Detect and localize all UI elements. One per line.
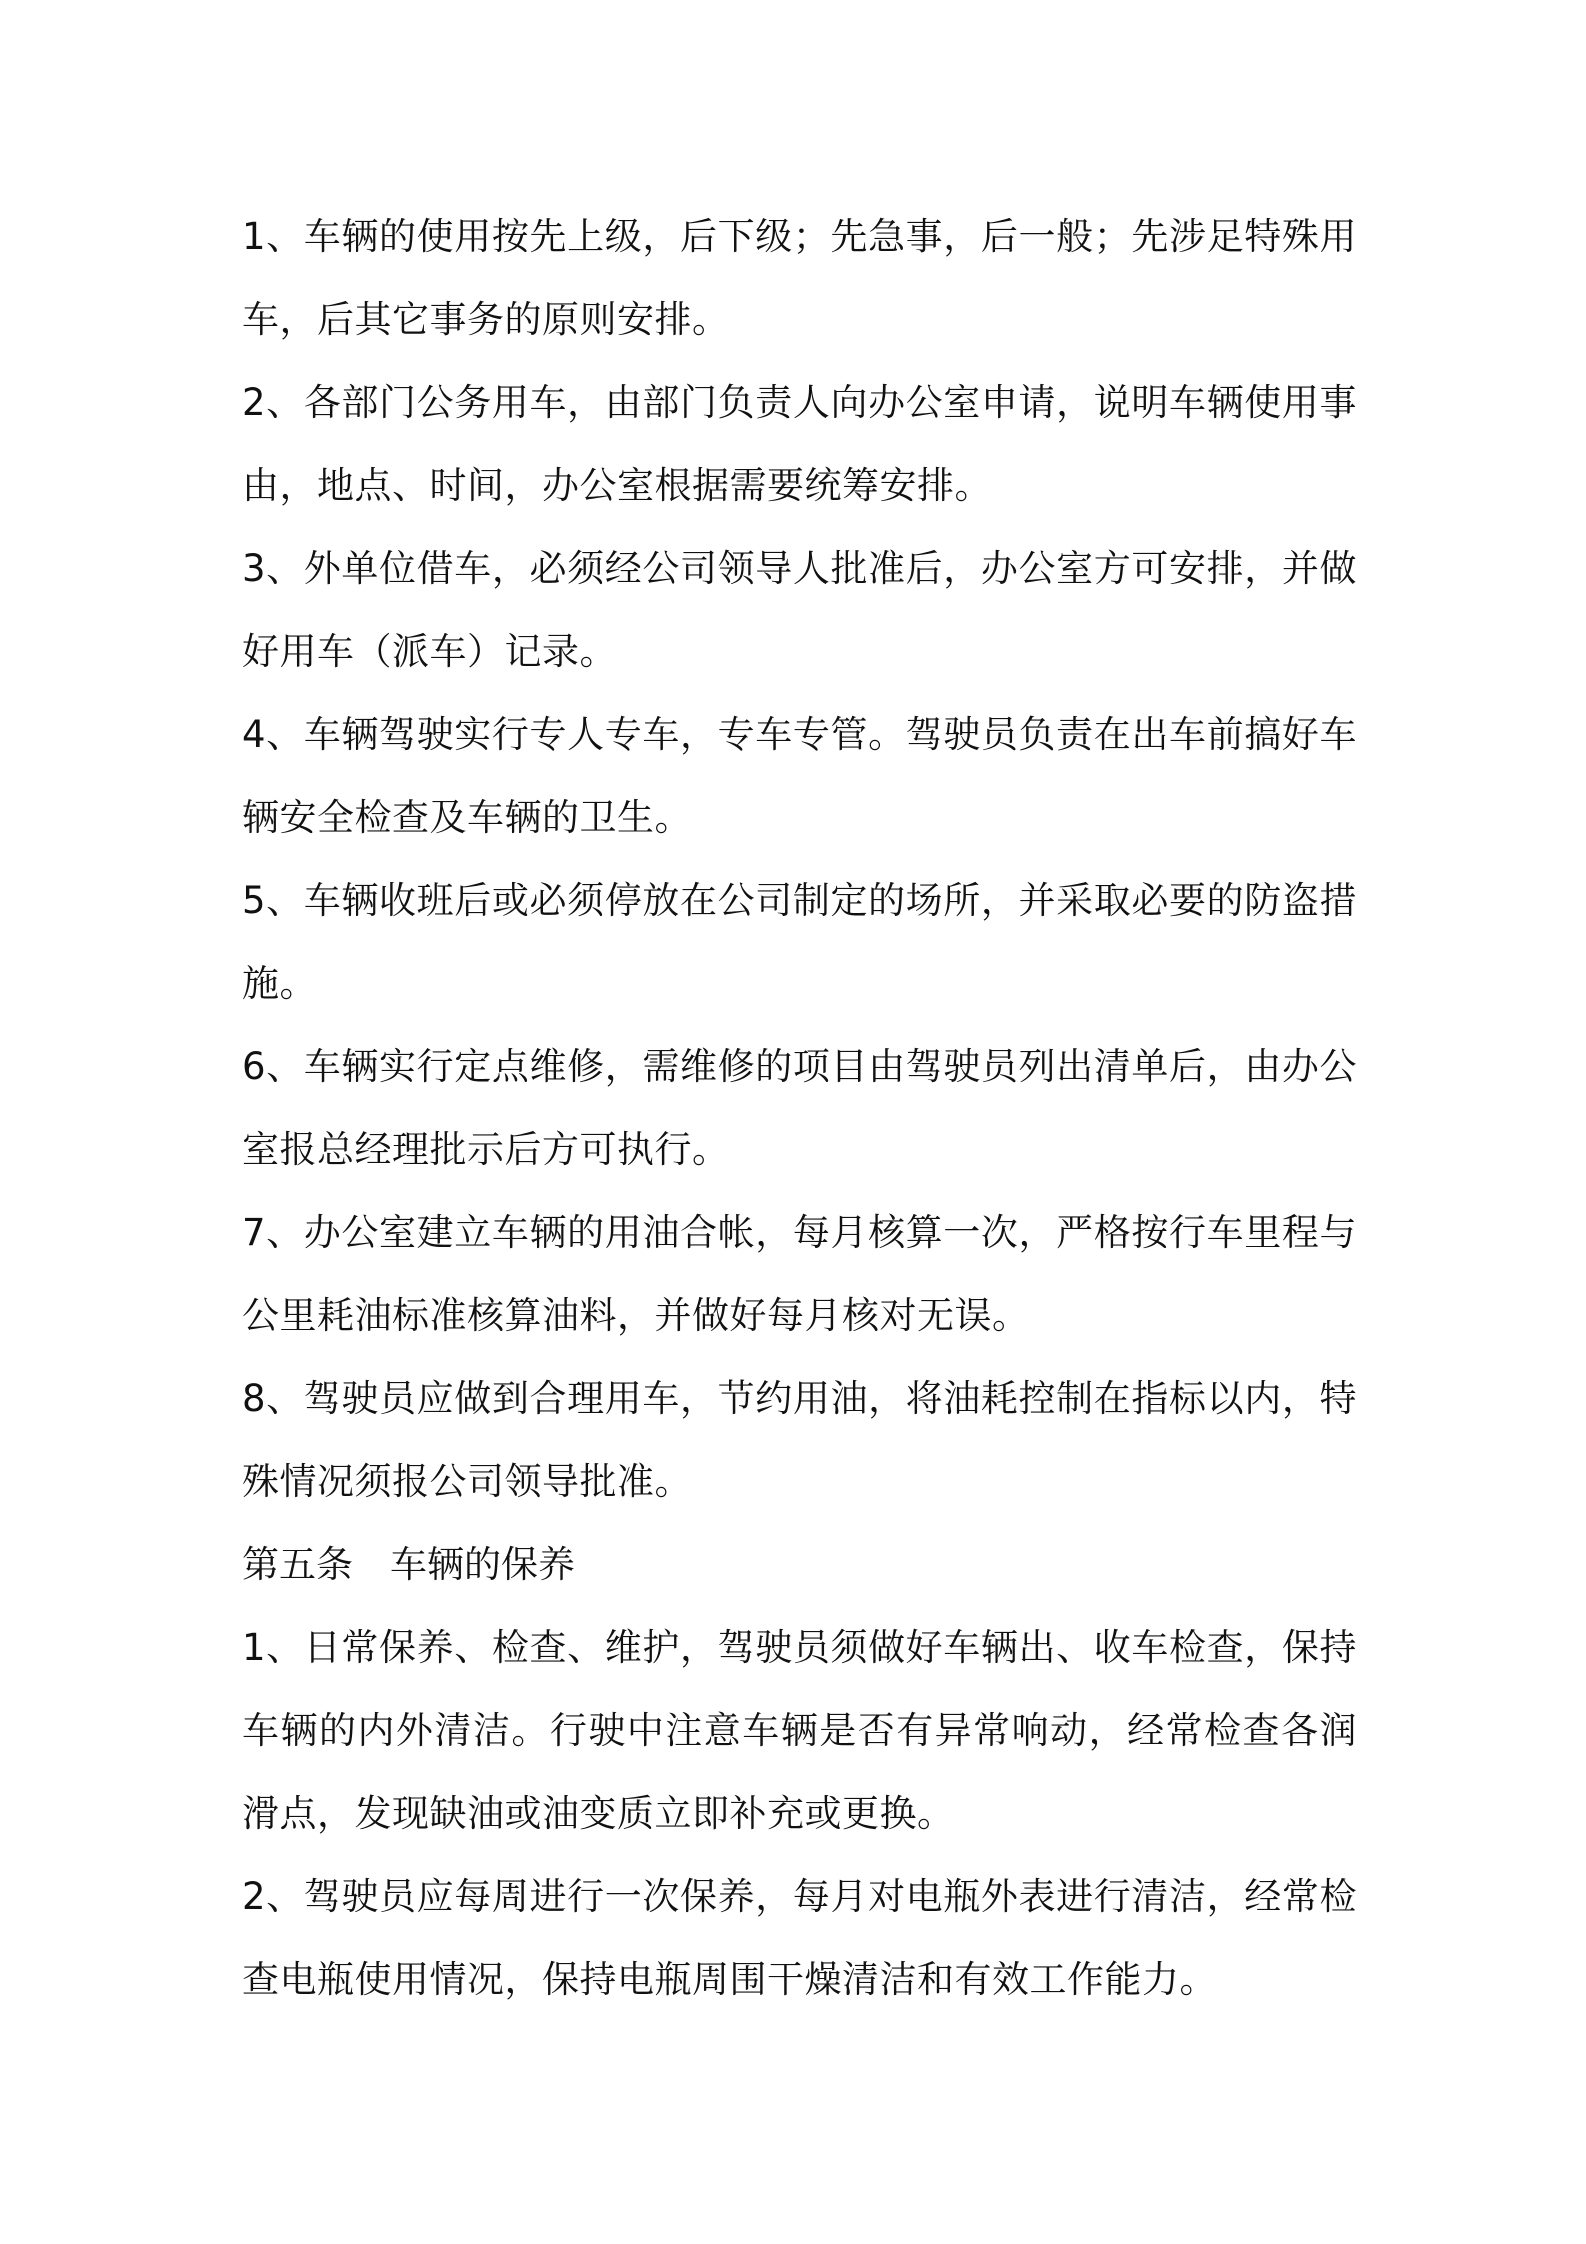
paragraph-rule-4: 4、车辆驾驶实行专人专车，专车专管。驾驶员负责在出车前搞好车辆安全检查及车辆的卫生。: [242, 713, 1357, 839]
paragraph-rule-6: 6、车辆实行定点维修，需维修的项目由驾驶员列出清单后，由办公室报总经理批示后方可执行。: [242, 1045, 1357, 1171]
paragraph-maintenance-2: 2、驾驶员应每周进行一次保养，每月对电瓶外表进行清洁，经常检查电瓶使用情况，保持电瓶周围干燥清洁和有效工作能力。: [242, 1875, 1357, 2001]
paragraph-rule-8: 8、驾驶员应做到合理用车，节约用油，将油耗控制在指标以内，特殊情况须报公司领导批准。: [242, 1377, 1357, 1503]
paragraph-rule-3: 3、外单位借车，必须经公司领导人批准后，办公室方可安排，并做好用车（派车）记录。: [242, 547, 1357, 673]
paragraph-rule-7: 7、办公室建立车辆的用油合帐，每月核算一次，严格按行车里程与公里耗油标准核算油料，并做好每月核对无误。: [242, 1211, 1357, 1337]
paragraph-rule-1: 1、车辆的使用按先上级，后下级；先急事，后一般；先涉足特殊用车，后其它事务的原则安排。: [242, 215, 1357, 341]
paragraph-maintenance-1: 1、日常保养、检查、维护，驾驶员须做好车辆出、收车检查，保持车辆的内外清洁。行驶中注意车辆是否有异常响动，经常检查各润滑点，发现缺油或油变质立即补充或更换。: [242, 1626, 1357, 1835]
paragraph-rule-5: 5、车辆收班后或必须停放在公司制定的场所，并采取必要的防盗措施。: [242, 879, 1357, 1005]
document-body: [242, 195, 1357, 2021]
section-heading: 第五条 车辆的保养: [242, 1543, 575, 1586]
paragraph-rule-2: 2、各部门公务用车，由部门负责人向办公室申请，说明车辆使用事由，地点、时间，办公室根据需要统筹安排。: [242, 381, 1357, 507]
